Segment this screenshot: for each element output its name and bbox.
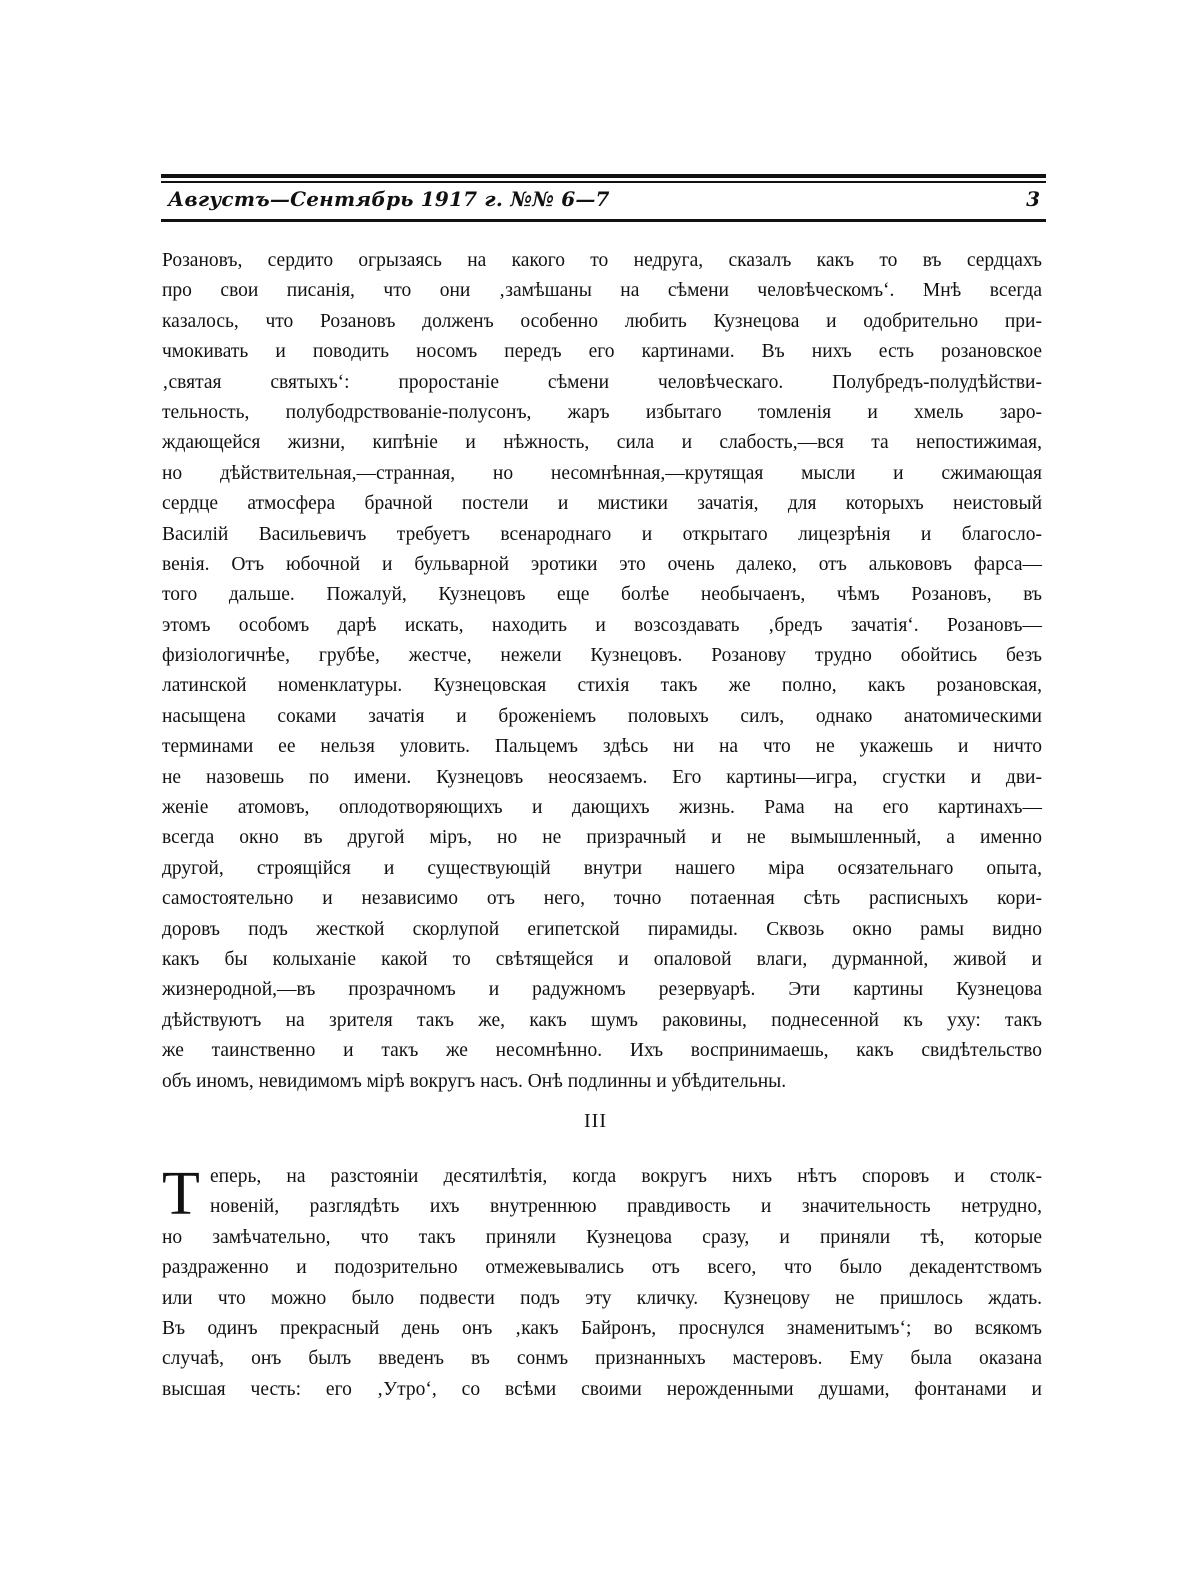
text-line: еперь, на разстояніи десятилѣтія, когда вокругъ нихъ нѣтъ споровъ и столк- [210,1166,1042,1187]
section-numeral: III [584,1110,607,1132]
text-line: венія. Отъ юбочной и бульварной эротики это очень далеко, отъ алькововъ фарса— [162,553,1042,575]
header-top-rule-thin [161,181,1046,183]
text-line: ‚святая святыхъ‘: проростаніе сѣмени человѣческаго. Полубредъ-полудѣйстви- [162,371,1042,393]
page-number: 3 [1026,187,1040,211]
paragraph-2 [162,1162,1042,1405]
running-header [168,187,1040,217]
text-line: казалось, что Розановъ долженъ особенно любить Кузнецова и одобрительно при- [162,310,1042,332]
text-line: того дальше. Пожалуй, Кузнецовъ еще болѣе необычаенъ, чѣмъ Розановъ, въ [162,584,1042,606]
text-line: физіологичнѣе, грубѣе, жестче, нежели Кузнецовъ. Розанову трудно обойтись безъ [162,645,1042,667]
text-line: новеній, разглядѣть ихъ внутреннюю правдивость и значительность нетрудно, [210,1196,1042,1218]
header-top-rule [161,174,1046,178]
text-line: другой, строящійся и существующій внутри нашего міра осязательнаго опыта, [162,857,1042,879]
text-line: объ иномъ, невидимомъ мірѣ вокругъ насъ. Онѣ подлинны и убѣдительны. [162,1070,787,1092]
text-line: но замѣчательно, что такъ приняли Кузнецова сразу, и приняли тѣ, которые [162,1226,1042,1248]
text-line: насыщена соками зачатія и броженіемъ половыхъ силъ, однако анатомическими [162,705,1042,727]
text-line: женіе атомовъ, оплодотворяющихъ и дающихъ жизнь. Рама на его картинахъ— [162,797,1042,819]
text-line: про свои писанія, что они ‚замѣшаны на сѣмени человѣческомъ‘. Мнѣ всегда [162,280,1042,302]
text-line: самостоятельно и независимо отъ него, точно потаенная сѣть расписныхъ кори- [162,888,1042,910]
drop-cap: Т [162,1160,200,1228]
text-line: Розановъ, сердито огрызаясь на какого то недруга, сказалъ какъ то въ сердцахъ [162,250,1042,271]
text-line: Въ одинъ прекрасный день онъ ‚какъ Байронъ, проснулся знаменитымъ‘; во всякомъ [162,1317,1042,1339]
header-bottom-rule [161,219,1046,222]
text-line: но дѣйствительная,—странная, но несомнѣнная,—крутящая мысли и сжимающая [162,462,1042,484]
text-line: тельность, полубодрствованіе-полусонъ, жаръ избытаго томленія и хмель заро- [162,401,1042,423]
text-line: высшая честь: его ‚Утро‘, со всѣми своими нерожденными душами, фонтанами и [162,1378,1042,1400]
text-line: же таинственно и такъ же несомнѣнно. Ихъ воспринимаешь, какъ свидѣтельство [162,1040,1042,1062]
text-line: случаѣ, онъ былъ введенъ въ сонмъ признанныхъ мастеровъ. Ему была оказана [162,1348,1042,1370]
text-line: латинской номенклатуры. Кузнецовская стихія такъ же полно, какъ розановская, [162,675,1042,697]
text-line: раздраженно и подозрительно отмежевывались отъ всего, что было декадентствомъ [162,1257,1042,1279]
text-line: какъ бы колыханіе какой то свѣтящейся и опаловой влаги, дурманной, живой и [162,948,1042,970]
text-line: дѣйствуютъ на зрителя такъ же, какъ шумъ раковины, поднесенной къ уху: такъ [162,1009,1042,1031]
running-title: Августъ—Сентябрь 1917 г. №№ 6—7 [168,187,610,211]
text-line: сердце атмосфера брачной постели и мистики зачатія, для которыхъ неистовый [162,493,1042,515]
text-line: этомъ особомъ дарѣ искать, находить и возсоздавать ‚бредъ зачатія‘. Розановъ— [162,614,1042,636]
text-line: доровъ подъ жесткой скорлупой египетской пирамиды. Сквозь окно рамы видно [162,918,1042,940]
text-line: или что можно было подвести подъ эту кличку. Кузнецову не пришлось ждать. [162,1287,1042,1309]
text-line: терминами ее нельзя уловить. Пальцемъ здѣсь ни на что не укажешь и ничто [162,736,1042,758]
text-line: ждающейся жизни, кипѣніе и нѣжность, сила и слабость,—вся та непостижимая, [162,432,1042,454]
text-line: чмокивать и поводить носомъ передъ его картинами. Въ нихъ есть розановское [162,341,1042,363]
paragraph-1 [162,246,1042,1097]
text-line: не назовешь по имени. Кузнецовъ неосязаемъ. Его картины—игра, сгустки и дви- [162,766,1042,788]
text-line: жизнеродной,—въ прозрачномъ и радужномъ резервуарѣ. Эти картины Кузнецова [162,979,1042,1001]
text-line: всегда окно въ другой міръ, но не призрачный и не вымышленный, а именно [162,827,1042,849]
text-line: Василій Васильевичъ требуетъ всенароднаго и открытаго лицезрѣнія и благосло- [162,523,1042,545]
